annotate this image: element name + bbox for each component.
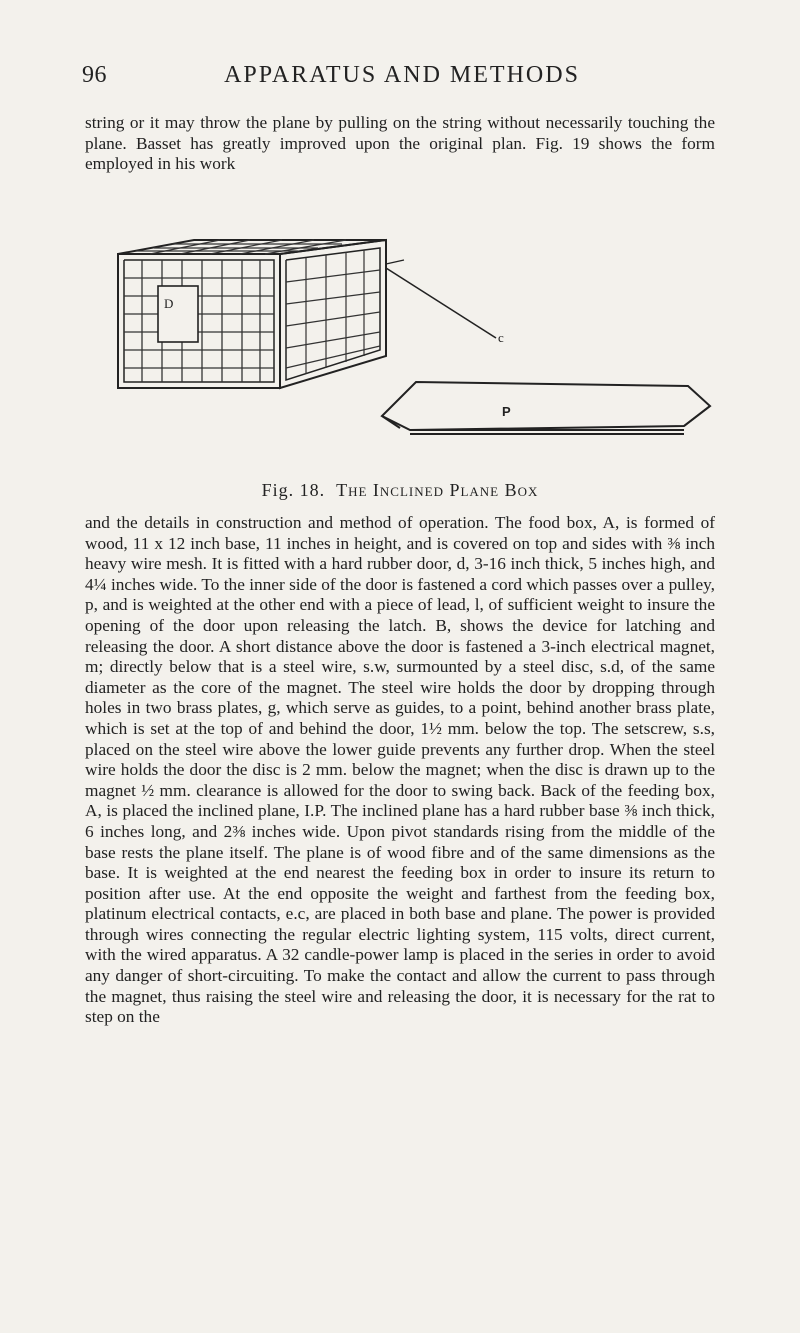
- page-header: [82, 62, 722, 96]
- page-number: 96: [82, 62, 107, 88]
- figure-caption: [85, 480, 715, 501]
- contact-label: c: [498, 330, 504, 345]
- paragraph-1: string or it may throw the plane by pulling on the string without necessarily touching the plane. Basset has greatly improved upon the original plan. Fig. 19 shows the form employed in his work: [85, 113, 715, 174]
- running-title: APPARATUS AND METHODS: [224, 62, 580, 88]
- figure-title: The Inclined Plane Box: [336, 480, 539, 500]
- paragraph-2: and the details in construction and method of operation. The food box, A, is formed of wood, 11 x 12 inch base, 11 inches in height, and is covered on top and sides with ⅜ inch heavy wire mesh. It is fitted with a hard rubber door, d, 3-16 inch thick, 5 inches high, and 4¼ inches wide. To the inner side of the door is fastened a cord which passes over a pulley, p, and is weighted at the other end with a piece of lead, l, of sufficient weight to insure the opening of the door upon releasing the latch. B, shows the device for latching and releasing the door. A short distance above the door is fastened a 3-inch electrical magnet, m; directly below that is a steel wire, s.w, surmounted by a steel disc, s.d, of the same diameter as the core of the magnet. The steel wire holds the door by dropping through holes in two brass plates, g, which serve as guides, to a point, behind another brass plate, which is set at the top of and behind the door, 1½ mm. below the top. The setscrew, s.s, placed on the steel wire above the lower guide prevents any further drop. When the steel wire holds the door the disc is 2 mm. below the magnet; when the disc is drawn up to the magnet ½ mm. clearance is allowed for the door to swing back. Back of the feeding box, A, is placed the inclined plane, I.P. The inclined plane has a hard rubber base ⅜ inch thick, 6 inches long, and 2⅜ inches wide. Upon pivot standards rising from the middle of the base rests the plane itself. The plane is of wood fibre and of the same dimensions as the base. It is weighted at the end nearest the feeding box in order to insure its return to position after use. At the end opposite the weight and farthest from the feeding box, platinum electrical contacts, e.c, are placed in both base and plane. The power is provided through wires connecting the regular electric lighting system, 115 volts, direct current, with the wired apparatus. A 32 candle-power lamp is placed in the series in order to avoid any danger of short-circuiting. To make the contact and allow the current to pass through the magnet, thus raising the steel wire and releasing the door, it is necessary for the rat to step on the: [85, 513, 715, 1027]
- figure-number: Fig. 18.: [261, 480, 326, 500]
- top-wire-mesh: [136, 240, 346, 254]
- side-wire-mesh: [286, 250, 380, 374]
- box-door: [158, 286, 198, 342]
- cord: [386, 268, 496, 338]
- inclined-plane: [382, 382, 710, 434]
- plane-label: P: [502, 404, 511, 419]
- door-label: D: [164, 296, 174, 311]
- inclined-plane-box-figure: [110, 238, 720, 488]
